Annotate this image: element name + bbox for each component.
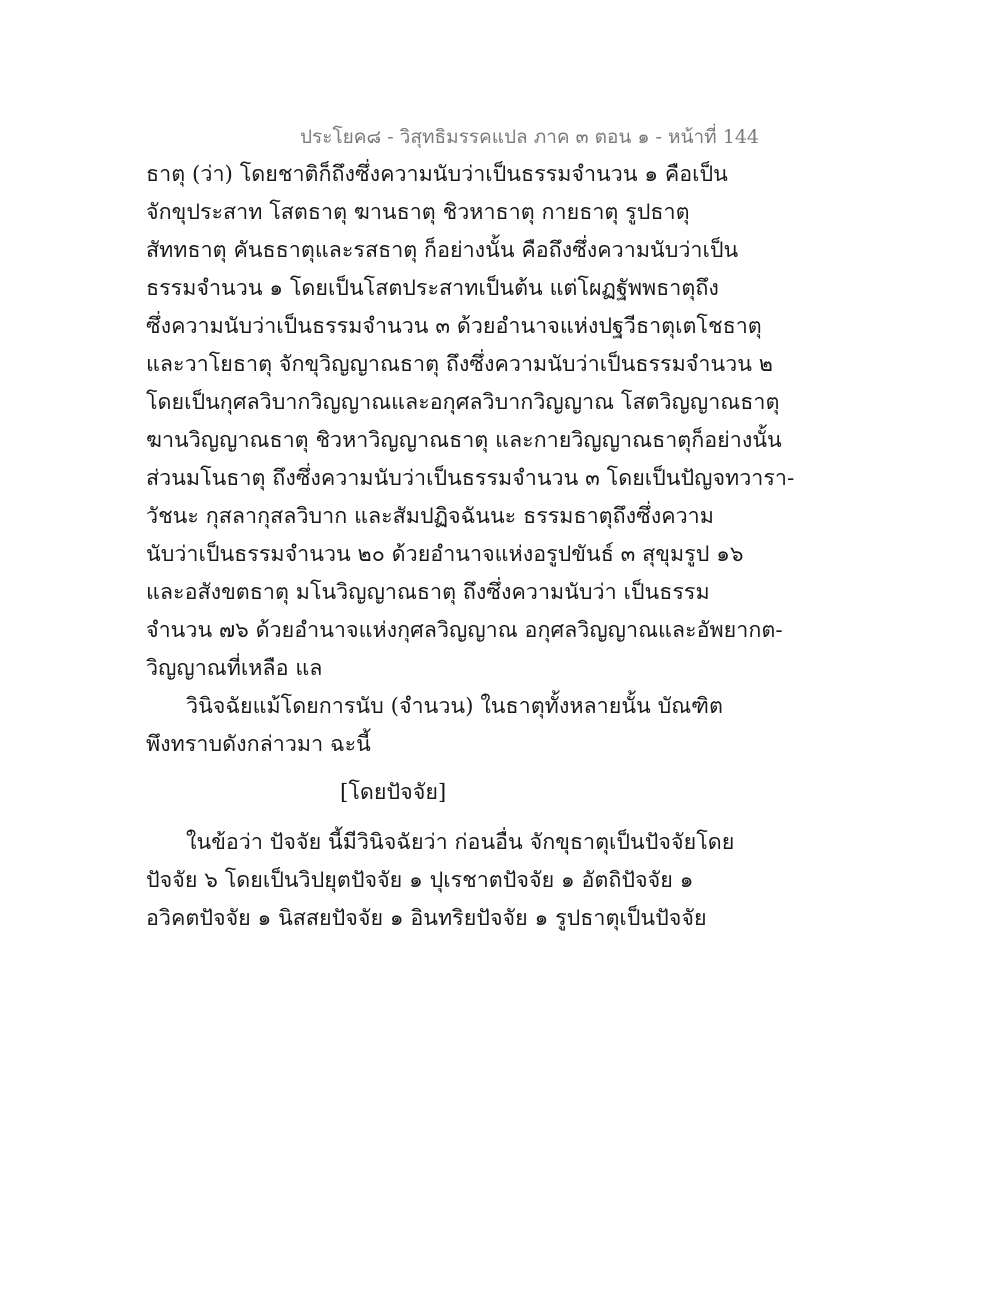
text-line: ธาตุ (ว่า) โดยชาติก็ถึงซึ่งความนับว่าเป็นธรรมจำนวน ๑ คือเป็น xyxy=(146,162,728,187)
text-line: พึงทราบดังกล่าวมา ฉะนี้ xyxy=(146,732,371,757)
text-line: สัททธาตุ คันธธาตุและรสธาตุ ก็อย่างนั้น คือถึงซึ่งความนับว่าเป็น xyxy=(146,238,739,263)
text-line: ปัจจัย ๖ โดยเป็นวิปยุตปัจจัย ๑ ปุเรชาตปัจจัย ๑ อัตถิปัจจัย ๑ xyxy=(146,868,694,893)
text-line: และวาโยธาตุ จักขุวิญญาณธาตุ ถึงซึ่งความนับว่าเป็นธรรมจำนวน ๒ xyxy=(146,352,773,377)
text-line: วิญญาณที่เหลือ แล xyxy=(146,656,323,681)
text-line: วัชนะ กุสลากุสลวิบาก และสัมปฏิจฉันนะ ธรรมธาตุถึงซึ่งความ xyxy=(146,504,714,529)
text-line: จำนวน ๗๖ ด้วยอำนาจแห่งกุศลวิญญาณ อกุศลวิญญาณและอัพยากต- xyxy=(146,618,783,643)
text-line: โดยเป็นกุศลวิบากวิญญาณและอกุศลวิบากวิญญาณ โสตวิญญาณธาตุ xyxy=(146,390,780,415)
text-line: ส่วนมโนธาตุ ถึงซึ่งความนับว่าเป็นธรรมจำนวน ๓ โดยเป็นปัญจทวารา- xyxy=(146,466,795,491)
text-line: ซึ่งความนับว่าเป็นธรรมจำนวน ๓ ด้วยอำนาจแห่งปฐวีธาตุเตโชธาตุ xyxy=(146,314,762,339)
text-line: อวิคตปัจจัย ๑ นิสสยปัจจัย ๑ อินทริยปัจจัย ๑ รูปธาตุเป็นปัจจัย xyxy=(146,906,707,931)
text-line: จักขุประสาท โสตธาตุ ฆานธาตุ ชิวหาธาตุ กายธาตุ รูปธาตุ xyxy=(146,200,690,225)
text-line: นับว่าเป็นธรรมจำนวน ๒๐ ด้วยอำนาจแห่งอรูปขันธ์ ๓ สุขุมรูป ๑๖ xyxy=(146,542,744,567)
section-heading: [โดยปัจจัย] xyxy=(340,780,447,805)
text-line: และอสังขตธาตุ มโนวิญญาณธาตุ ถึงซึ่งความนับว่า เป็นธรรม xyxy=(146,580,710,605)
text-line: ในข้อว่า ปัจจัย นี้มีวินิจฉัยว่า ก่อนอื่น จักขุธาตุเป็นปัจจัยโดย xyxy=(186,830,735,855)
text-line: ฆานวิญญาณธาตุ ชิวหาวิญญาณธาตุ และกายวิญญาณธาตุก็อย่างนั้น xyxy=(146,428,782,453)
text-line: วินิจฉัยแม้โดยการนับ (จำนวน) ในธาตุทั้งหลายนั้น บัณฑิต xyxy=(186,694,723,719)
text-line: ธรรมจำนวน ๑ โดยเป็นโสตประสาทเป็นต้น แต่โผฏฐัพพธาตุถึง xyxy=(146,276,719,301)
running-header: ประโยค๘ - วิสุทธิมรรคแปล ภาค ๓ ตอน ๑ - หน้าที่ 144 xyxy=(300,126,760,148)
